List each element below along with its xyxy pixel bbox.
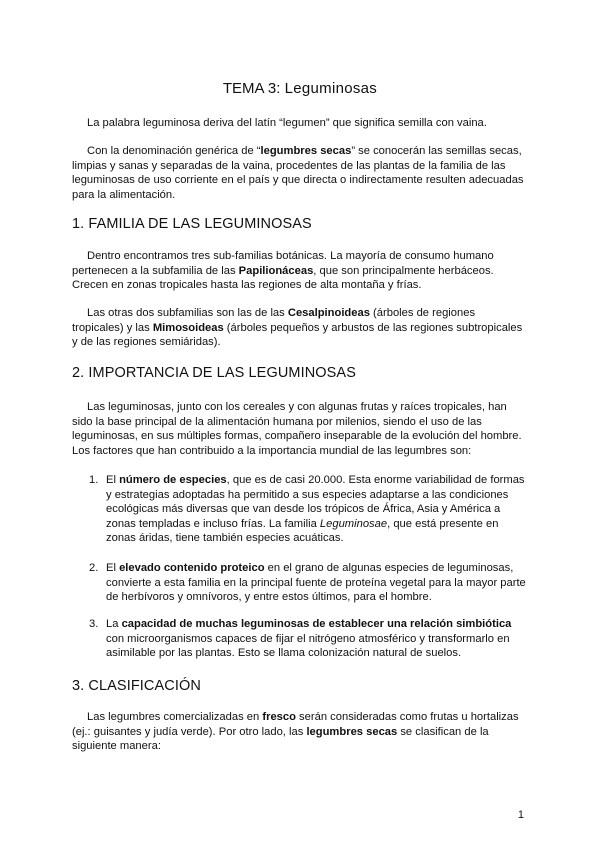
document-page: TEMA 3: Leguminosas La palabra leguminosa deriva del latín “legumen” que significa semilla con vaina. Con la denominación genérica de “legumbres secas” se conocerán las semillas secas, limpias y sanas y separadas de la vaina, procedentes de las plantas de la familia de las leguminosas de uso corriente en el país y que directa o indirectamente resulten adecuadas para la alimentación. 1. FAMILIA DE LAS LEGUMINOSAS Dentro encontramos tres sub-familias botánicas. La mayoría de consumo humano pertenecen a la subfamilia de las Papilionáceas, que son principalmente herbáceos. Crecen en zonas tropicales hasta las regiones de alta montaña y frías. Las otras dos subfamilias son las de las Cesalpinoideas (árboles de regiones tropicales) y las Mimosoideas (árboles pequeños y arbustos de las regiones subtropicales y de las regiones semiáridas). 2. IMPORTANCIA DE LAS LEGUMINOSAS Las leguminosas, junto con los cereales y con algunas frutas y raíces tropicales, han sido la base principal de la alimentación humana por milenios, siendo el uso de las leguminosas, en sus múltiples formas, compañero inseparable de la evolución del hombre. Los factores que han contribuido a la importancia mundial de las legumbres son: 1. El número de especies, que es de casi 20.000. Esta enorme variabilidad de formas y estrategias adoptadas ha permitido a sus especies adaptarse a las condiciones ecológicas más diversas que van desde los trópicos de África, Asia y América a zonas templadas e incluso frías. La familia Leguminosae, que está presente en zonas áridas, tiene también especies acuáticas. 2. El elevado contenido proteico en el grano de algunas especies de leguminosas, convierte a esta familia en la principal fuente de proteína vegetal para la mayor parte de herbívoros y omnívoros, y entre estos últimos, para el hombre. 3. La capacidad de muchas leguminosas de establecer una relación simbiótica con microorganismos capaces de fijar el nitrógeno atmosférico y transformarlo en asimilable por las plantas. Esto se llama colonización natural de suelos. 3. CLASIFICACIÓN Las legumbres comercializadas en fresco serán consideradas como frutas u hortalizas (ej.: guisantes y judía verde). Por otro lado, las legumbres secas se clasifican de la siguiente manera: 1 [0,0,600,848]
section-1-paragraph-2: Las otras dos subfamilias son las de las Cesalpinoideas (árboles de regiones tropicales) y las Mimosoideas (árboles pequeños y arbustos de las regiones subtropicales y de las regiones semiáridas). [72,307,523,349]
bold-term: Mimosoideas [152,321,224,334]
bold-term: Cesalpinoideas [287,307,370,319]
list-number: 3. [89,618,99,630]
title-name: Leguminosas [284,80,378,97]
bold-term: fresco [262,711,296,723]
page-number: 1 [517,809,524,821]
section-1-heading: 1. FAMILIA DE LAS LEGUMINOSAS [72,216,312,232]
bold-term: legumbres secas [260,145,352,157]
section-1-paragraph-1: Dentro encontramos tres sub-familias botánicas. La mayoría de consumo humano pertenecen a la subfamilia de las Papilionáceas, que son principalmente herbáceos. Crecen en zonas tropicales hasta las regiones de alta montaña y frías. [72,250,494,292]
bold-term: capacidad de muchas leguminosas de establecer una relación simbiótica [121,618,512,630]
italic-term: Leguminosae [319,517,388,530]
section-2-paragraph-1: Las leguminosas, junto con los cereales y con algunas frutas y raíces tropicales, han sido la base principal de la alimentación humana por milenios, siendo el uso de las leguminosas, en sus múltiples formas, compañero inseparable de la evolución del hombre. Los factores que han contribuido a la importancia mundial de las legumbres son: [72,401,522,457]
list-number: 1. [89,474,99,486]
list-number: 2. [89,562,99,574]
section-3-paragraph-1: Las legumbres comercializadas en fresco serán consideradas como frutas u hortalizas (ej.: guisantes y judía verde). Por otro lado, las legumbres secas se clasifican de la siguiente manera: [72,711,519,753]
bold-term: Papilionáceas [238,264,314,277]
section-3-heading: 3. CLASIFICACIÓN [72,678,201,694]
bold-term: legumbres secas [306,725,398,738]
title-prefix: TEMA 3: [222,80,281,97]
bold-term: elevado contenido proteico [119,562,265,574]
intro-paragraph-1: La palabra leguminosa deriva del latín “legumen” que significa semilla con vaina. [87,117,487,129]
page-title [0,80,600,97]
intro-paragraph-2: Con la denominación genérica de “legumbres secas” se conocerán las semillas secas, limpias y sanas y separadas de la vaina, procedentes de las plantas de la familia de las leguminosas de uso corriente en el país y que directa o indirectamente resulten adecuadas para la alimentación. [72,145,524,201]
section-2-heading: 2. IMPORTANCIA DE LAS LEGUMINOSAS [72,365,356,381]
bold-term: número de especies [119,474,227,486]
